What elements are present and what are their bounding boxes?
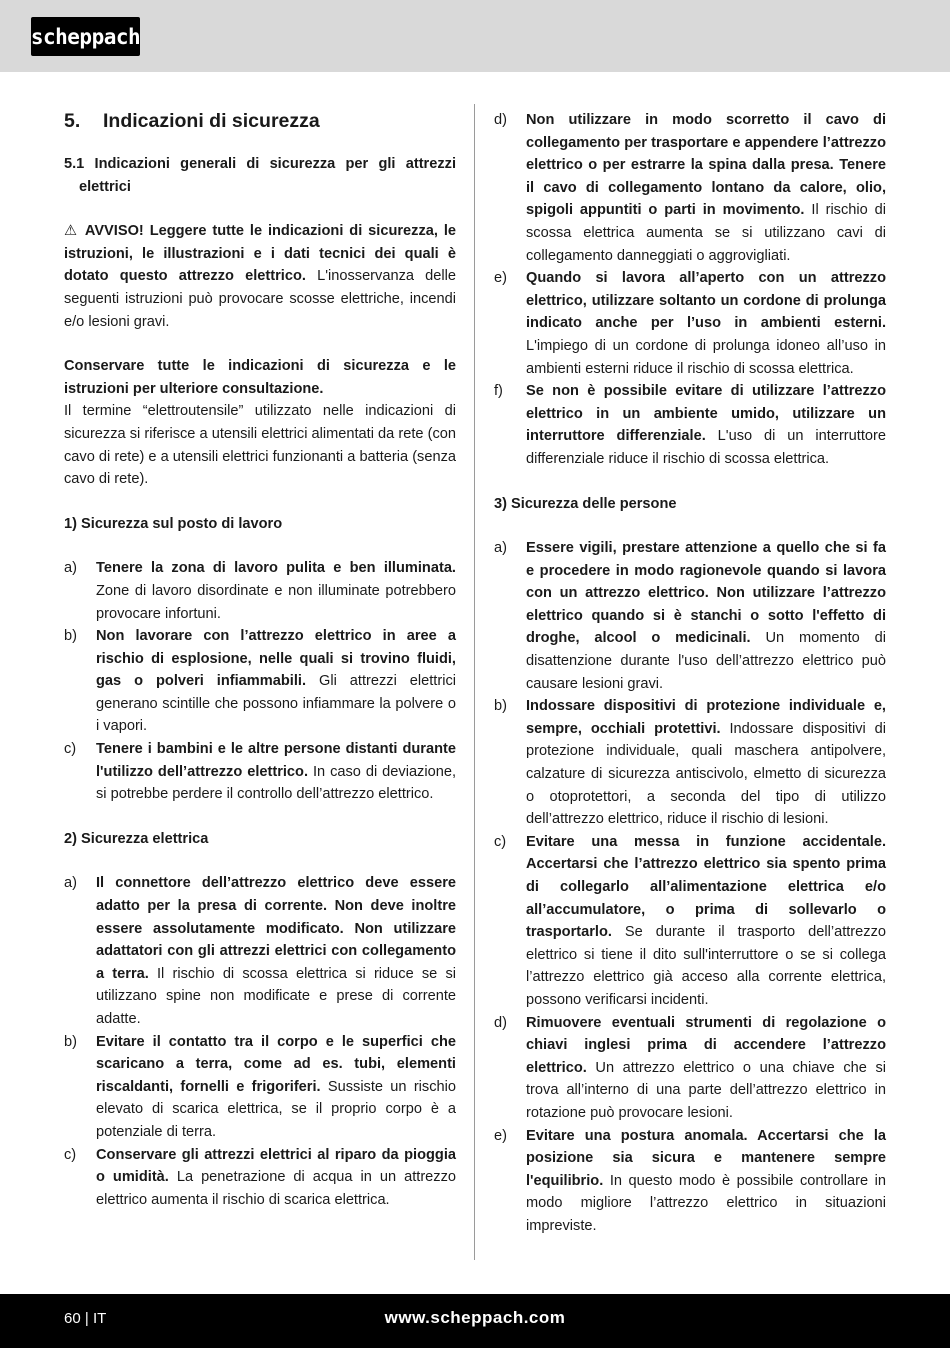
page-number: 60 | IT: [64, 1310, 107, 1327]
item-text: Quando si lavora all’aperto con un attrezzo elettrico, utilizzare soltanto un cordone di prolunga indicato anche per l’uso in ambienti esterni. L'impiego di un cordone di prolunga idoneo all’uso in ambienti esterni riduce il rischio di scossa elettrica.: [526, 270, 886, 377]
item-label: e): [494, 270, 507, 287]
item-label: a): [494, 540, 507, 557]
list-item: [64, 872, 456, 1030]
left-column: [64, 109, 456, 1211]
section-heading: [64, 109, 456, 133]
item-label: c): [64, 1146, 77, 1163]
list-item: [494, 1125, 886, 1238]
brand-logo[interactable]: [31, 17, 140, 56]
item-label: d): [494, 1014, 507, 1031]
item-label: a): [64, 560, 77, 577]
item-text: Se non è possibile evitare di utilizzare l’attrezzo elettrico in un ambiente umido, utilizzare un interruttore differenziale. L'uso di un interruttore differenziale riduce il rischio di scossa elettrica.: [526, 383, 886, 467]
term-paragraph: Il termine “elettroutensile” utilizzato nelle indicazioni di sicurezza si riferisce a utensili elettrici alimentati da rete (con cavo di rete) e a utensili elettrici funzionanti a batteria (senza cavo di rete).: [64, 403, 456, 488]
warning-text: L'inosservanza delle seguenti istruzioni può provocare scosse elettriche, incendi e/o lesioni gravi.: [64, 268, 456, 330]
item-text: Rimuovere eventuali strumenti di regolazione o chiavi inglesi prima di accendere l’attrezzo elettrico. Un attrezzo elettrico o una chiave che si trova all’interno di una parte dell’attrezzo elettrico in rotazione può provocare lesioni.: [526, 1014, 886, 1121]
item-text: Non utilizzare in modo scorretto il cavo di collegamento per trasportare e appendere l’attrezzo elettrico o per estrarre la spina dalla presa. Tenere il cavo di collegamento lontano da calore, olio, spigoli appuntiti o parti in movimento. Il rischio di scossa elettrica aumenta se si utilizzano cavi di collegamento danneggiati o aggrovigliati.: [526, 112, 886, 264]
header-bar: [0, 0, 950, 72]
item-label: c): [64, 741, 77, 758]
item-label: d): [494, 112, 507, 128]
item-text: Indossare dispositivi di protezione individuale e, sempre, occhiali protettivi. Indossare dispositivi di protezione individuale, quali maschera antipolvere, calzature di sicurezza antiscivolo, elmetto di sicurezza o otoprotettori, a seconda del tipo di utilizzo dell’attrezzo elettrico, riduce il rischio di lesioni.: [526, 698, 886, 828]
list-item: [494, 695, 886, 831]
subsection-title: 5.1 Indicazioni generali di sicurezza per gli attrezzi elettrici: [64, 156, 456, 195]
item-text: Evitare una messa in funzione accidentale. Accertarsi che l’attrezzo elettrico sia spento prima di collegarlo all’alimentazione elettrica e/o all’accumulatore, o prima di sollevarlo o trasportarlo. Se durante il trasporto dell’attrezzo elettrico si tiene il dito sull'interruttore o se si collega l’attrezzo elettrico già acceso alla corrente elettrica, possono verificarsi incidenti.: [526, 833, 886, 1008]
sec1-list: [64, 557, 456, 806]
list-item: [494, 1012, 886, 1125]
item-text: Il connettore dell’attrezzo elettrico deve essere adatto per la presa di corrente. Non deve inoltre essere assolutamente modificato. Non utilizzare adattatori con gli attrezzi elettrici con collegamento a terra. Il rischio di scossa elettrica si riduce se si utilizzano spine non modificate e prese di corrente adatte.: [96, 875, 457, 1027]
sec2-list: [64, 872, 456, 1211]
list-item: [494, 380, 886, 470]
sec3-title: 3) Sicurezza delle persone: [494, 495, 677, 512]
sec3-list: [494, 537, 886, 1237]
item-label: c): [494, 833, 507, 850]
list-item: [64, 1144, 456, 1212]
item-text: Non lavorare con l’attrezzo elettrico in aree a rischio di esplosione, nelle quali si trovino fluidi, gas o polveri infiammabili. Gli attrezzi elettrici generano scintille che possono infiammare la polvere o i vapori.: [96, 628, 457, 735]
list-item: [494, 831, 886, 1012]
list-item: [64, 625, 456, 738]
sec2-title: 2) Sicurezza elettrica: [64, 830, 209, 847]
item-text: Evitare il contatto tra il corpo e le superfici che scaricano a terra, come ad es. tubi, elementi riscaldanti, fornelli e frigoriferi. Sussiste un rischio elevato di scarica elettrica, se il proprio corpo è a potenziale di terra.: [96, 1033, 456, 1140]
warning-bold: AVVISO! Leggere tutte le indicazioni di sicurezza, le istruzioni, le illustrazioni e i dati tecnici dei quali è dotato questo attrezzo elettrico.: [64, 223, 456, 285]
item-label: b): [494, 698, 507, 715]
brand-logo-text: scheppach: [30, 24, 141, 49]
language-code: IT: [92, 1310, 107, 1327]
separator: |: [84, 1310, 89, 1327]
website-link[interactable]: www.scheppach.com: [384, 1308, 566, 1327]
section-title: Indicazioni di sicurezza: [103, 110, 320, 132]
warning-icon: ⚠: [64, 223, 79, 240]
item-label: f): [494, 383, 503, 400]
footer-bar: [0, 1294, 950, 1348]
item-text: Essere vigili, prestare attenzione a quello che si fa e procedere in modo ragionevole quando si lavora con un attrezzo elettrico. Non utilizzare l’attrezzo elettrico quando si è stanchi o sotto l'effetto di droghe, alcool o medicinali. Un momento di disattenzione durante l'uso dell’attrezzo elettrico può causare lesioni gravi.: [526, 540, 887, 692]
right-column: [494, 109, 886, 1238]
list-item: [494, 267, 886, 380]
item-label: b): [64, 1033, 77, 1050]
item-label: a): [64, 875, 77, 892]
item-text: Tenere la zona di lavoro pulita e ben illuminata. Zone di lavoro disordinate e non illuminate potrebbero provocare infortuni.: [96, 560, 456, 622]
warning-paragraph: [64, 220, 456, 333]
list-item: [64, 1031, 456, 1144]
item-text: Tenere i bambini e le altre persone distanti durante l'utilizzo dell’attrezzo elettrico. In caso di deviazione, si potrebbe perdere il controllo dell’attrezzo elettrico.: [96, 741, 456, 803]
item-label: b): [64, 628, 77, 645]
section-number: 5.: [64, 110, 81, 132]
keep-instructions: Conservare tutte le indicazioni di sicurezza e le istruzioni per ulteriore consultazione.: [64, 358, 456, 397]
column-divider: [474, 104, 475, 1260]
list-item: [494, 537, 886, 695]
list-item: [494, 109, 886, 267]
list-item: [64, 738, 456, 806]
list-item: [64, 557, 456, 625]
item-label: e): [494, 1127, 507, 1144]
item-text: Evitare una postura anomala. Accertarsi che la posizione sia sicura e mantenere sempre l'equilibrio. In questo modo è possibile controllare in modo migliore l’attrezzo elettrico in situazioni impreviste.: [526, 1127, 886, 1234]
sec2-list-continued: [494, 109, 886, 471]
item-text: Conservare gli attrezzi elettrici al riparo da pioggia o umidità. La penetrazione di acqua in un attrezzo elettrico aumenta il rischio di scarica elettrica.: [96, 1146, 457, 1208]
sec1-title: 1) Sicurezza sul posto di lavoro: [64, 515, 283, 532]
